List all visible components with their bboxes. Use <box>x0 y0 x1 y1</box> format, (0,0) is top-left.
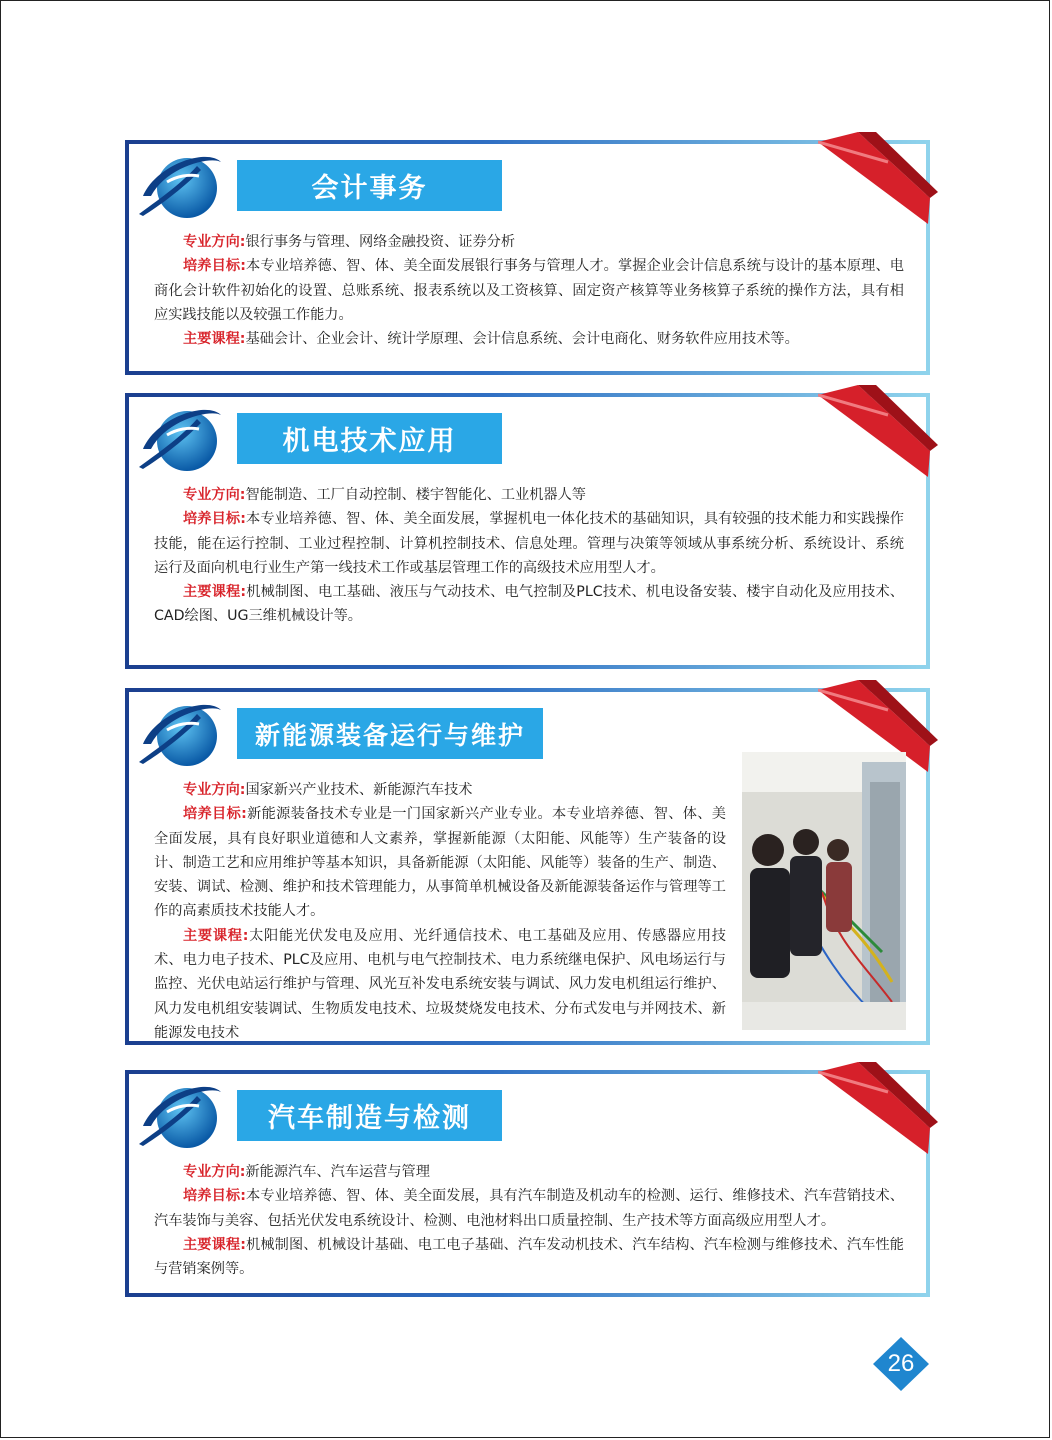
red-ribbon-icon <box>818 385 938 481</box>
section-card-automotive <box>125 1070 930 1297</box>
direction-label: 专业方向: <box>183 487 246 503</box>
section-title: 机电技术应用 <box>237 413 502 464</box>
courses-text: 机械制图、电工基础、液压与气动技术、电气控制及PLC技术、机电设备安装、楼宇自动化及应用技术、CAD绘图、UG三维机械设计等。 <box>154 584 904 625</box>
courses-label: 主要课程: <box>183 331 246 348</box>
section-content <box>154 1160 904 1281</box>
globe-logo-icon <box>137 405 225 473</box>
section-title: 新能源装备运行与维护 <box>237 708 543 759</box>
globe-logo-icon <box>137 152 225 220</box>
goal-text: 本专业培养德、智、体、美全面发展，掌握机电一体化技术的基础知识，具有较强的技术能力和实践操作技能，能在运行控制、工业过程控制、计算机控制技术、信息处理。管理与决策等领域从事系统分析、系统设计、系统运行及面向机电行业生产第一线技术工作或基层管理工作的高级技术应用型人才。 <box>154 511 904 576</box>
direction-text: 国家新兴产业技术、新能源汽车技术 <box>245 782 473 798</box>
courses-label: 主要课程: <box>183 927 249 944</box>
red-ribbon-icon <box>818 1062 938 1158</box>
section-title: 汽车制造与检测 <box>237 1090 502 1141</box>
courses-text: 机械制图、机械设计基础、电工电子基础、汽车发动机技术、汽车结构、汽车检测与维修技术、汽车性能与营销案例等。 <box>154 1236 904 1278</box>
page-number: 26 <box>887 1350 915 1377</box>
section-card-accounting <box>125 140 930 375</box>
red-ribbon-icon <box>818 132 938 228</box>
courses-text: 基础会计、企业会计、统计学原理、会计信息系统、会计电商化、财务软件应用技术等。 <box>245 331 799 348</box>
direction-text: 银行事务与管理、网络金融投资、证券分析 <box>245 234 516 250</box>
direction-label: 专业方向: <box>183 1164 246 1180</box>
page-number-badge <box>872 1336 930 1392</box>
section-content <box>154 483 904 629</box>
globe-logo-icon <box>137 1082 225 1150</box>
goal-text: 本专业培养德、智、体、美全面发展银行事务与管理人才。掌握企业会计信息系统与设计的基本原理、电商化会计软件初始化的设置、总账系统、报表系统以及工资核算、固定资产核算等业务核算子系统的操作方法，具有相应实践技能以及较强工作能力。 <box>154 258 904 323</box>
direction-label: 专业方向: <box>183 234 246 250</box>
goal-label: 培养目标: <box>183 258 246 275</box>
section-content <box>154 778 726 1045</box>
section-title: 会计事务 <box>237 160 502 211</box>
direction-label: 专业方向: <box>183 782 246 798</box>
section-card-mechatronics <box>125 393 930 669</box>
goal-label: 培养目标: <box>183 1188 246 1205</box>
goal-text: 新能源装备技术专业是一门国家新兴产业专业。本专业培养德、智、体、美全面发展，具有良好职业道德和人文素养，掌握新能源（太阳能、风能等）生产装备的设计、制造工艺和应用维护等基本知识，具备新能源（太阳能、风能等）装备的生产、制造、安装、调试、检测、维护和技术管理能力，从事简单机械设备及新能源装备运作与管理等工作的高素质技术技能人才。 <box>154 806 726 920</box>
courses-text: 太阳能光伏发电及应用、光纤通信技术、电工基础及应用、传感器应用技术、电力电子技术、PLC及应用、电机与电气控制技术、电力系统继电保护、风电场运行与监控、光伏电站运行维护与管理、风光互补发电系统安装与调试、风力发电机组运行维护、风力发电机组安装调试、生物质发电技术、垃圾焚烧发电技术、分布式发电与并网技术、新能源发电技术 <box>154 927 726 1041</box>
direction-text: 智能制造、工厂自动控制、楼宇智能化、工业机器人等 <box>245 487 586 503</box>
goal-label: 培养目标: <box>183 806 247 823</box>
section-content <box>154 230 904 351</box>
section-card-new-energy <box>125 688 930 1045</box>
direction-text: 新能源汽车、汽车运营与管理 <box>245 1164 430 1180</box>
courses-label: 主要课程: <box>183 584 247 601</box>
courses-label: 主要课程: <box>183 1236 246 1253</box>
goal-label: 培养目标: <box>183 511 246 528</box>
goal-text: 本专业培养德、智、体、美全面发展，具有汽车制造及机动车的检测、运行、维修技术、汽车营销技术、汽车装饰与美容、包括光伏发电系统设计、检测、电池材料出口质量控制、生产技术等方面高级应用型人才。 <box>154 1188 904 1229</box>
globe-logo-icon <box>137 700 225 768</box>
lab-students-photo <box>742 752 906 1030</box>
